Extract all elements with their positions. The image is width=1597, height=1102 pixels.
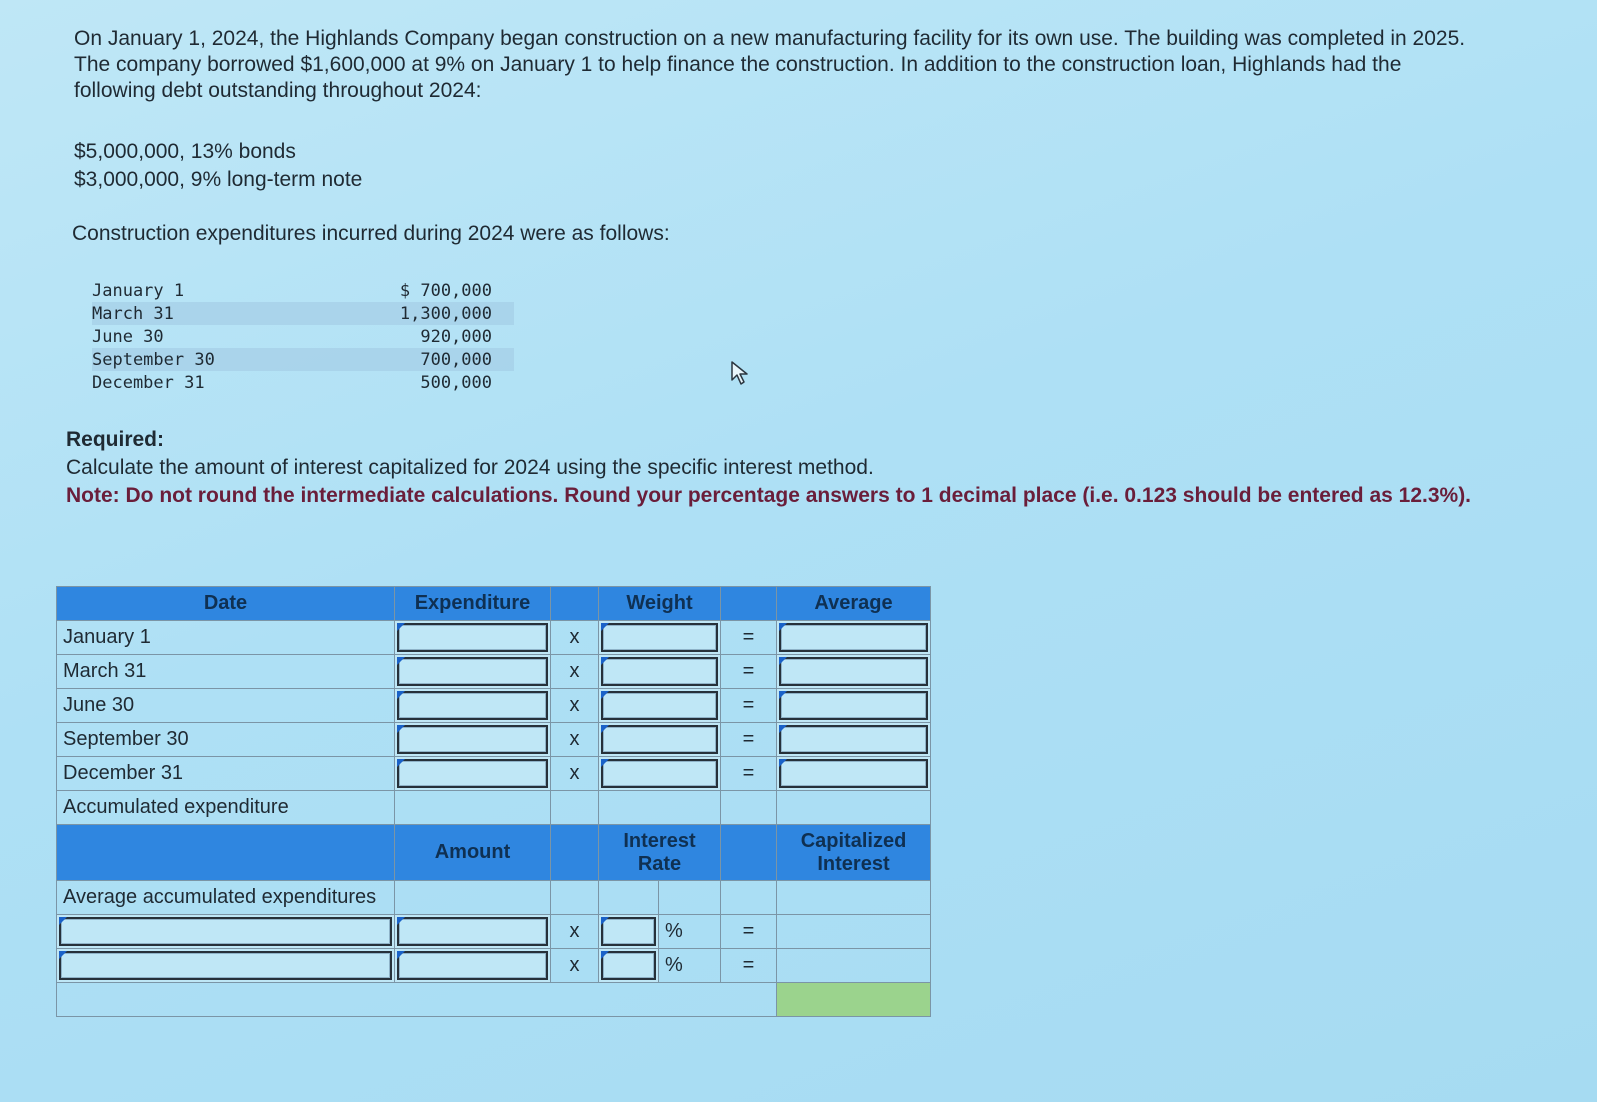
row-date: March 31 <box>57 655 395 689</box>
expenditure-row: January 1 $ 700,000 <box>92 280 492 301</box>
header-average: Average <box>777 587 931 621</box>
debt-select-input[interactable] <box>57 915 395 949</box>
capitalized-interest-worksheet <box>56 586 931 1017</box>
header-amount: Amount <box>395 825 551 881</box>
mouse-cursor-icon <box>730 360 752 386</box>
expenditure-input[interactable] <box>395 757 551 791</box>
expenditure-input[interactable] <box>395 621 551 655</box>
weight-input[interactable] <box>599 757 721 791</box>
rate-input[interactable] <box>599 915 659 949</box>
capitalized-interest-value <box>777 915 931 949</box>
row-date: December 31 <box>57 757 395 791</box>
expenditure-table <box>92 279 514 394</box>
average-input[interactable] <box>777 757 931 791</box>
expenditure-row: June 30 920,000 <box>92 326 492 347</box>
debt-select-input[interactable] <box>57 949 395 983</box>
required-section <box>66 426 1536 510</box>
header-weight: Weight <box>599 587 721 621</box>
rate-input[interactable] <box>599 949 659 983</box>
table-row: December 31 x = <box>57 757 931 791</box>
row-date: June 30 <box>57 689 395 723</box>
debt-bonds: $5,000,000, 13% bonds <box>74 140 296 163</box>
interest-row: x % = <box>57 949 931 983</box>
row-date: September 30 <box>57 723 395 757</box>
debt-list <box>74 138 362 194</box>
expenditure-row: March 31 1,300,000 <box>92 302 514 325</box>
accumulated-label: Accumulated expenditure <box>57 791 395 825</box>
avg-row <box>57 881 931 915</box>
average-input[interactable] <box>777 621 931 655</box>
required-instruction: Calculate the amount of interest capitalized for 2024 using the specific interest method. <box>66 456 874 479</box>
weight-input[interactable] <box>599 723 721 757</box>
amount-input[interactable] <box>395 949 551 983</box>
required-heading: Required: <box>66 428 165 451</box>
header-interest-rate: Interest Rate <box>599 825 721 881</box>
problem-statement: On January 1, 2024, the Highlands Company began construction on a new manufacturing facility for its own use. The building was completed in 2025. The company borrowed $1,600,000 at 9% on January 1 to help finance the construction. In addition to the construction loan, Highlands had the following debt outstanding throughout 2024: <box>74 27 1466 102</box>
header-capitalized-interest: Capitalized Interest <box>777 825 931 881</box>
expenditure-row: December 31 500,000 <box>92 372 492 393</box>
expenditure-intro: Construction expenditures incurred during 2024 were as follows: <box>72 222 670 245</box>
table-row: January 1 x = <box>57 621 931 655</box>
rounding-note: Note: Do not round the intermediate calculations. Round your percentage answers to 1 decimal place (i.e. 0.123 should be entered as 12.3%). <box>66 484 1472 507</box>
amount-input[interactable] <box>395 915 551 949</box>
row-date: January 1 <box>57 621 395 655</box>
weight-input[interactable] <box>599 621 721 655</box>
expenditure-input[interactable] <box>395 689 551 723</box>
header-expenditure: Expenditure <box>395 587 551 621</box>
table-row: September 30 x = <box>57 723 931 757</box>
accumulated-row <box>57 791 931 825</box>
expenditure-input[interactable] <box>395 723 551 757</box>
total-row <box>57 983 931 1017</box>
table-row: March 31 x = <box>57 655 931 689</box>
table-row: June 30 x = <box>57 689 931 723</box>
weight-input[interactable] <box>599 689 721 723</box>
header-date: Date <box>57 587 395 621</box>
expenditure-row: September 30 700,000 <box>92 348 514 371</box>
debt-note: $3,000,000, 9% long-term note <box>74 168 363 191</box>
average-input[interactable] <box>777 723 931 757</box>
average-input[interactable] <box>777 689 931 723</box>
avg-label: Average accumulated expenditures <box>57 881 395 915</box>
expenditure-input[interactable] <box>395 655 551 689</box>
capitalized-interest-value <box>777 949 931 983</box>
interest-row: x % = <box>57 915 931 949</box>
weight-input[interactable] <box>599 655 721 689</box>
total-capitalized-interest <box>777 983 931 1017</box>
average-input[interactable] <box>777 655 931 689</box>
